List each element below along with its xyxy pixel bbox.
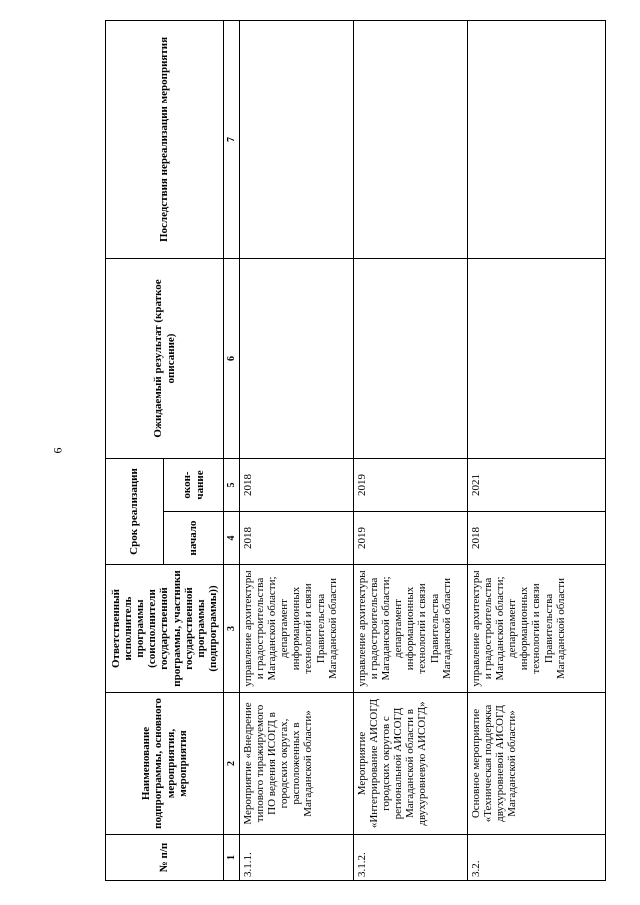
column-number: 4 bbox=[224, 512, 240, 565]
row-name: Основное мероприятие «Техническая поддержка двухуровневой АИСОГД Магаданской области» bbox=[468, 693, 606, 835]
column-number: 5 bbox=[224, 458, 240, 511]
row-end: 2021 bbox=[468, 458, 606, 511]
row-result bbox=[240, 258, 354, 458]
row-num: 3.1.2. bbox=[354, 835, 468, 881]
header-result: Ожидаемый результат (краткое описание) bbox=[106, 258, 224, 458]
header-start: начало bbox=[164, 512, 224, 565]
row-executor: управление архитектуры и градостроительства Магаданской области; департамент информационных технологий и связи Правительства Магаданской области bbox=[354, 565, 468, 693]
row-num: 3.2. bbox=[468, 835, 606, 881]
header-row bbox=[106, 20, 164, 880]
column-number-row bbox=[224, 20, 240, 880]
row-end: 2018 bbox=[240, 458, 354, 511]
row-result bbox=[354, 258, 468, 458]
column-number: 1 bbox=[224, 835, 240, 881]
row-name: Мероприятие «Внедрение типового тиражируемого ПО ведения ИСОГД в городских округах, расположенных в Магаданской области» bbox=[240, 693, 354, 835]
header-consequences: Последствия нереализации мероприятия bbox=[106, 20, 224, 258]
column-number: 3 bbox=[224, 565, 240, 693]
row-num: 3.1.1. bbox=[240, 835, 354, 881]
row-consequences bbox=[468, 20, 606, 258]
header-end: окон-чание bbox=[164, 458, 224, 511]
header-executor: Ответственный исполнитель программы (соисполнители государственной программы, участники государственной программы (подпрограммы)) bbox=[106, 565, 224, 693]
row-start: 2018 bbox=[468, 512, 606, 565]
row-consequences bbox=[240, 20, 354, 258]
row-executor: управление архитектуры и градостроительства Магаданской области; департамент информационных технологий и связи Правительства Магаданской области bbox=[240, 565, 354, 693]
row-end: 2019 bbox=[354, 458, 468, 511]
table-row bbox=[468, 20, 606, 880]
column-number: 6 bbox=[224, 258, 240, 458]
measures-table bbox=[105, 20, 606, 881]
column-number: 7 bbox=[224, 20, 240, 258]
row-result bbox=[468, 258, 606, 458]
column-number: 2 bbox=[224, 693, 240, 835]
header-num: № п/п bbox=[106, 835, 224, 881]
row-consequences bbox=[354, 20, 468, 258]
row-executor: управление архитектуры и градостроительства Магаданской области; департамент информационных технологий и связи Правительства Магаданской области bbox=[468, 565, 606, 693]
page-number: 6 bbox=[50, 447, 65, 454]
row-name: Мероприятие «Интегрирование АИСОГД городских округов с региональной АИСОГД Магаданской области в двухуровневую АИСОГД» bbox=[354, 693, 468, 835]
measures-table-wrapper bbox=[105, 21, 604, 881]
table-row bbox=[354, 20, 468, 880]
header-period: Срок реализации bbox=[106, 458, 164, 564]
row-start: 2018 bbox=[240, 512, 354, 565]
row-start: 2019 bbox=[354, 512, 468, 565]
header-name: Наименование подпрограммы, основного мероприятия, мероприятия bbox=[106, 693, 224, 835]
table-row bbox=[240, 20, 354, 880]
